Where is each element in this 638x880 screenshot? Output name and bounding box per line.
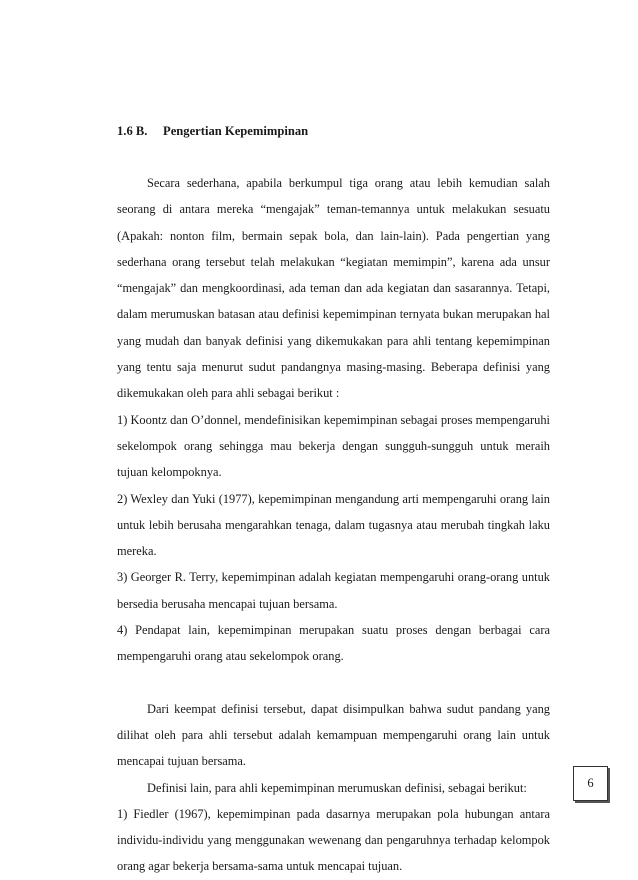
intro-paragraph: Secara sederhana, apabila berkumpul tiga orang atau lebih kemudian salah seorang di antara mereka “mengajak” teman-temannya untuk melakukan sesuatu (Apakah: nonton film, bermain sepak bola, dan lain-lain). Pada pengertian yang sederhana orang tersebut telah melakukan “kegiatan memimpin”, karena ada unsur “mengajak” dan mengkoordinasi, ada teman dan ada kegiatan dan sasarannya. Tetapi, dalam merumuskan batasan atau definisi kepemimpinan ternyata bukan merupakan hal yang mudah dan banyak definisi yang dikemukakan para ahli tentang kepemimpinan yang tentu saja menurut sudut pandangnya masing-masing. Beberapa definisi yang dikemukakan oleh para ahli sebagai berikut : (117, 176, 550, 401)
definition-fiedler: 1) Fiedler (1967), kepemimpinan pada dasarnya merupakan pola hubungan antara individu-individu yang menggunakan wewenang dan pengaruhnya terhadap kelompok orang agar bekerja bersama-sama untuk mencapai tujuan. (117, 806, 550, 874)
definition-wexley: 2) Wexley dan Yuki (1977), kepemimpinan mengandung arti mempengaruhi orang lain untuk lebih berusaha mengarahkan tenaga, dalam tugasnya atau merubah tingkah laku mereka. (117, 491, 550, 559)
page-number-text: 6 (587, 776, 594, 790)
section-title: Pengertian Kepemimpinan (163, 124, 309, 138)
definition-koontz: 1) Koontz dan O’donnel, mendefinisikan kepemimpinan sebagai proses mempengaruhi sekelompok orang sehingga mau bekerja dengan sungguh-sungguh untuk meraih tujuan kelompoknya. (117, 412, 550, 480)
definition-terry: 3) Georger R. Terry, kepemimpinan adalah kegiatan mempengaruhi orang-orang untuk bersedia berusaha mencapai tujuan bersama. (117, 570, 550, 611)
other-definitions-intro: Definisi lain, para ahli kepemimpinan merumuskan definisi, sebagai berikut: (147, 780, 527, 795)
definition-other: 4) Pendapat lain, kepemimpinan merupakan suatu proses dengan berbagai cara mempengaruhi orang atau sekelompok orang. (117, 623, 550, 664)
page-content (117, 118, 550, 880)
section-number: 1.6 B. (117, 124, 148, 138)
page-number (573, 766, 608, 801)
section-heading (117, 118, 550, 144)
conclusion-paragraph: Dari keempat definisi tersebut, dapat disimpulkan bahwa sudut pandang yang dilihat oleh para ahli tersebut adalah kemampuan mempengaruhi orang lain untuk mencapai tujuan bersama. (117, 701, 550, 769)
